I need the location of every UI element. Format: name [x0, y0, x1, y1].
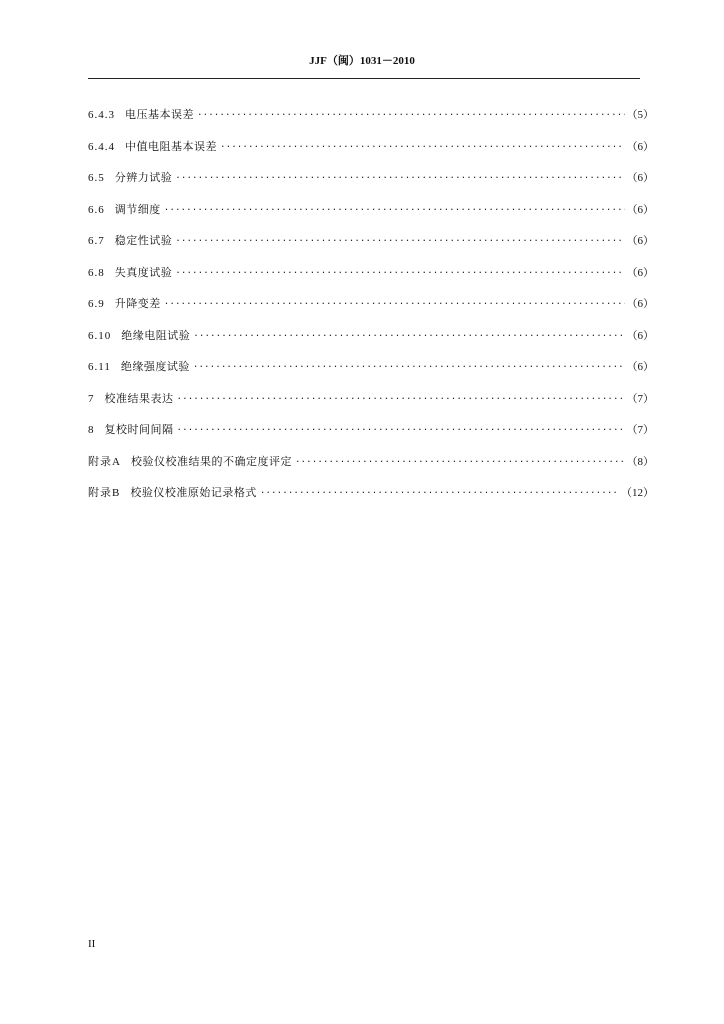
toc-entry-title: 升降变差: [114, 297, 161, 310]
toc-entry-page: （5）: [626, 109, 654, 121]
toc-entry-title: 校准结果表达: [104, 391, 174, 405]
toc-entry-page: （7）: [626, 392, 654, 405]
toc-entry-number: 6.7: [88, 235, 105, 247]
toc-entry-number: 6.4.4: [88, 140, 115, 153]
toc-entry-number: 附录A: [88, 455, 121, 468]
toc-dot-leader: [176, 234, 624, 247]
toc-entry-title: 中值电阻基本误差: [125, 139, 217, 153]
toc-dot-leader: [176, 266, 624, 279]
toc-entry[interactable]: [88, 453, 654, 485]
toc-entry[interactable]: [88, 106, 654, 138]
toc-dot-leader: [178, 423, 625, 436]
toc-entry-page: （6）: [626, 140, 654, 153]
toc-entry-page: （6）: [626, 172, 654, 184]
page-number: II: [88, 938, 96, 950]
toc-entry-page: （8）: [626, 455, 654, 468]
toc-entry-number: 6.5: [88, 172, 105, 184]
toc-entry-page: （12）: [621, 487, 654, 499]
toc-entry-number: 6.10: [88, 329, 112, 342]
page-header: JJF（闽）1031－2010: [309, 55, 415, 67]
toc-entry-number: 附录B: [88, 487, 121, 499]
toc-dot-leader: [198, 108, 625, 121]
toc-entry[interactable]: [88, 138, 654, 170]
toc-entry-page: （6）: [626, 329, 654, 342]
toc-entry-title: 校验仪校准原始记录格式: [130, 486, 257, 499]
toc-entry[interactable]: [88, 169, 654, 201]
toc-entry[interactable]: [88, 358, 654, 390]
toc-entry-number: 6.4.3: [88, 109, 115, 121]
toc-entry-title: 校验仪校准结果的不确定度评定: [130, 454, 292, 468]
toc-entry-page: （6）: [626, 266, 654, 279]
toc-dot-leader: [176, 171, 624, 184]
toc-entry-title: 电压基本误差: [125, 108, 194, 121]
toc-entry-page: （6）: [626, 361, 654, 373]
table-of-contents: [88, 106, 654, 516]
toc-entry-number: 7: [88, 392, 95, 405]
toc-entry-number: 6.11: [88, 361, 111, 373]
header-rule: [88, 78, 640, 79]
toc-entry-title: 绝缘电阻试验: [121, 328, 191, 342]
toc-dot-leader: [165, 297, 625, 310]
toc-dot-leader: [261, 486, 619, 499]
toc-dot-leader: [296, 455, 625, 468]
toc-entry-number: 6.8: [88, 266, 105, 279]
toc-entry-title: 复校时间间隔: [104, 423, 174, 436]
toc-entry-title: 调节细度: [114, 202, 161, 216]
toc-entry-page: （6）: [626, 298, 654, 310]
toc-entry-number: 6.6: [88, 203, 105, 216]
toc-entry[interactable]: [88, 484, 654, 516]
toc-dot-leader: [221, 140, 625, 153]
toc-entry[interactable]: [88, 327, 654, 359]
toc-entry-title: 失真度试验: [114, 265, 173, 279]
toc-entry-page: （6）: [626, 203, 654, 216]
toc-entry-title: 分辨力试验: [114, 171, 173, 184]
toc-entry-title: 绝缘强度试验: [120, 360, 190, 373]
toc-entry-number: 6.9: [88, 298, 105, 310]
toc-entry[interactable]: [88, 295, 654, 327]
toc-entry[interactable]: [88, 264, 654, 296]
toc-entry-title: 稳定性试验: [114, 234, 173, 247]
toc-entry-page: （7）: [626, 424, 654, 436]
toc-dot-leader: [194, 360, 625, 373]
toc-entry[interactable]: [88, 390, 654, 422]
toc-dot-leader: [165, 203, 625, 216]
toc-entry-page: （6）: [626, 235, 654, 247]
toc-entry[interactable]: [88, 232, 654, 264]
toc-dot-leader: [178, 392, 625, 405]
toc-entry[interactable]: [88, 201, 654, 233]
toc-entry-number: 8: [88, 424, 95, 436]
toc-dot-leader: [194, 329, 624, 342]
toc-entry[interactable]: [88, 421, 654, 453]
